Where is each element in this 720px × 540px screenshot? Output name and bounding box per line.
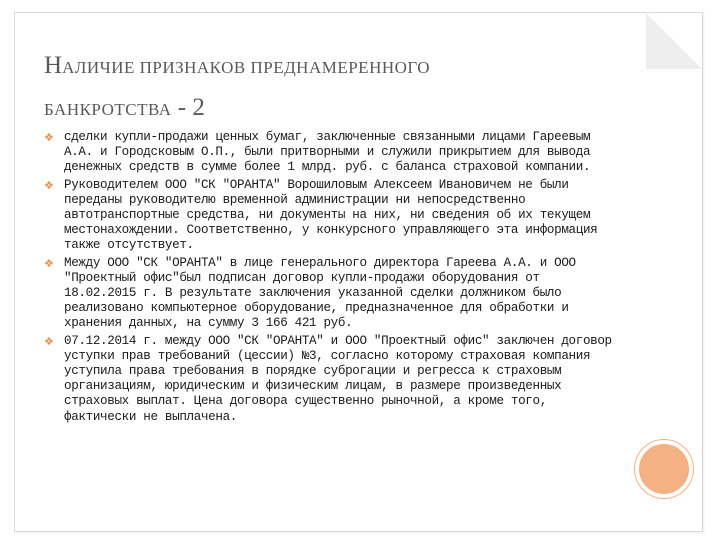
list-item-text: Между ООО "СК "ОРАНТА" в лице генерального директора Гареева А.А. и ООО "Проектный офис"был подписан договор купли-продажи оборудования от 18.02.2015 г. В результате заключения указанной сделки должником было реализовано компьютерное оборудование, предназначенное для обработки и хранения данных, на сумму 3 166 421 руб. [64, 255, 576, 331]
list-item [44, 130, 614, 176]
diamond-bullet-icon: ❖ [44, 334, 54, 348]
diamond-bullet-icon: ❖ [44, 256, 54, 270]
list-item-text: 07.12.2014 г. между ООО "СК "ОРАНТА" и ООО "Проектный офис" заключен договор уступки прав требований (цессии) №3, согласно которому страховая компания уступила права требования в порядке суброгации и регресса к страховым организациям, юридическим и физическим лицам, в размере произведенных страховых выплат. Цена договора существенно рыночной, а кроме того, фактически не выплачена. [64, 333, 612, 424]
list-item [44, 256, 614, 332]
title-line-2 [44, 86, 644, 128]
title-number: - 2 [171, 94, 205, 121]
title-initial: Н [44, 52, 63, 79]
list-item-text: Руководителем ООО "СК "ОРАНТА" Ворошиловым Алексеем Ивановичем не были переданы руководителю временной администрации ни непосредственно автотранспортные средства, ни документы на них, ни сведения об их текущем местонахождении. Соответственно, у конкурсного управляющего эта информация также отсутствует. [64, 177, 598, 253]
bullet-list [44, 130, 614, 427]
list-item-text: сделки купли-продажи ценных бумаг, заключенные связанными лицами Гареевым А.А. и Городсковым О.П., были притворными и служили прикрытием для вывода денежных средств в сумме более 1 млрд. руб. с баланса страховой компании. [64, 130, 591, 175]
title-line-2-text: БАНКРОТСТВА [44, 100, 172, 119]
decorative-circle [635, 440, 693, 498]
diamond-bullet-icon: ❖ [44, 178, 54, 192]
list-item [44, 334, 614, 425]
title-line-1-text: АЛИЧИЕ ПРИЗНАКОВ ПРЕДНАМЕРЕННОГО [62, 58, 431, 77]
slide-title [44, 44, 644, 128]
corner-fold [646, 13, 702, 69]
title-line-1 [44, 44, 644, 86]
list-item [44, 178, 614, 254]
diamond-bullet-icon: ❖ [44, 131, 54, 144]
